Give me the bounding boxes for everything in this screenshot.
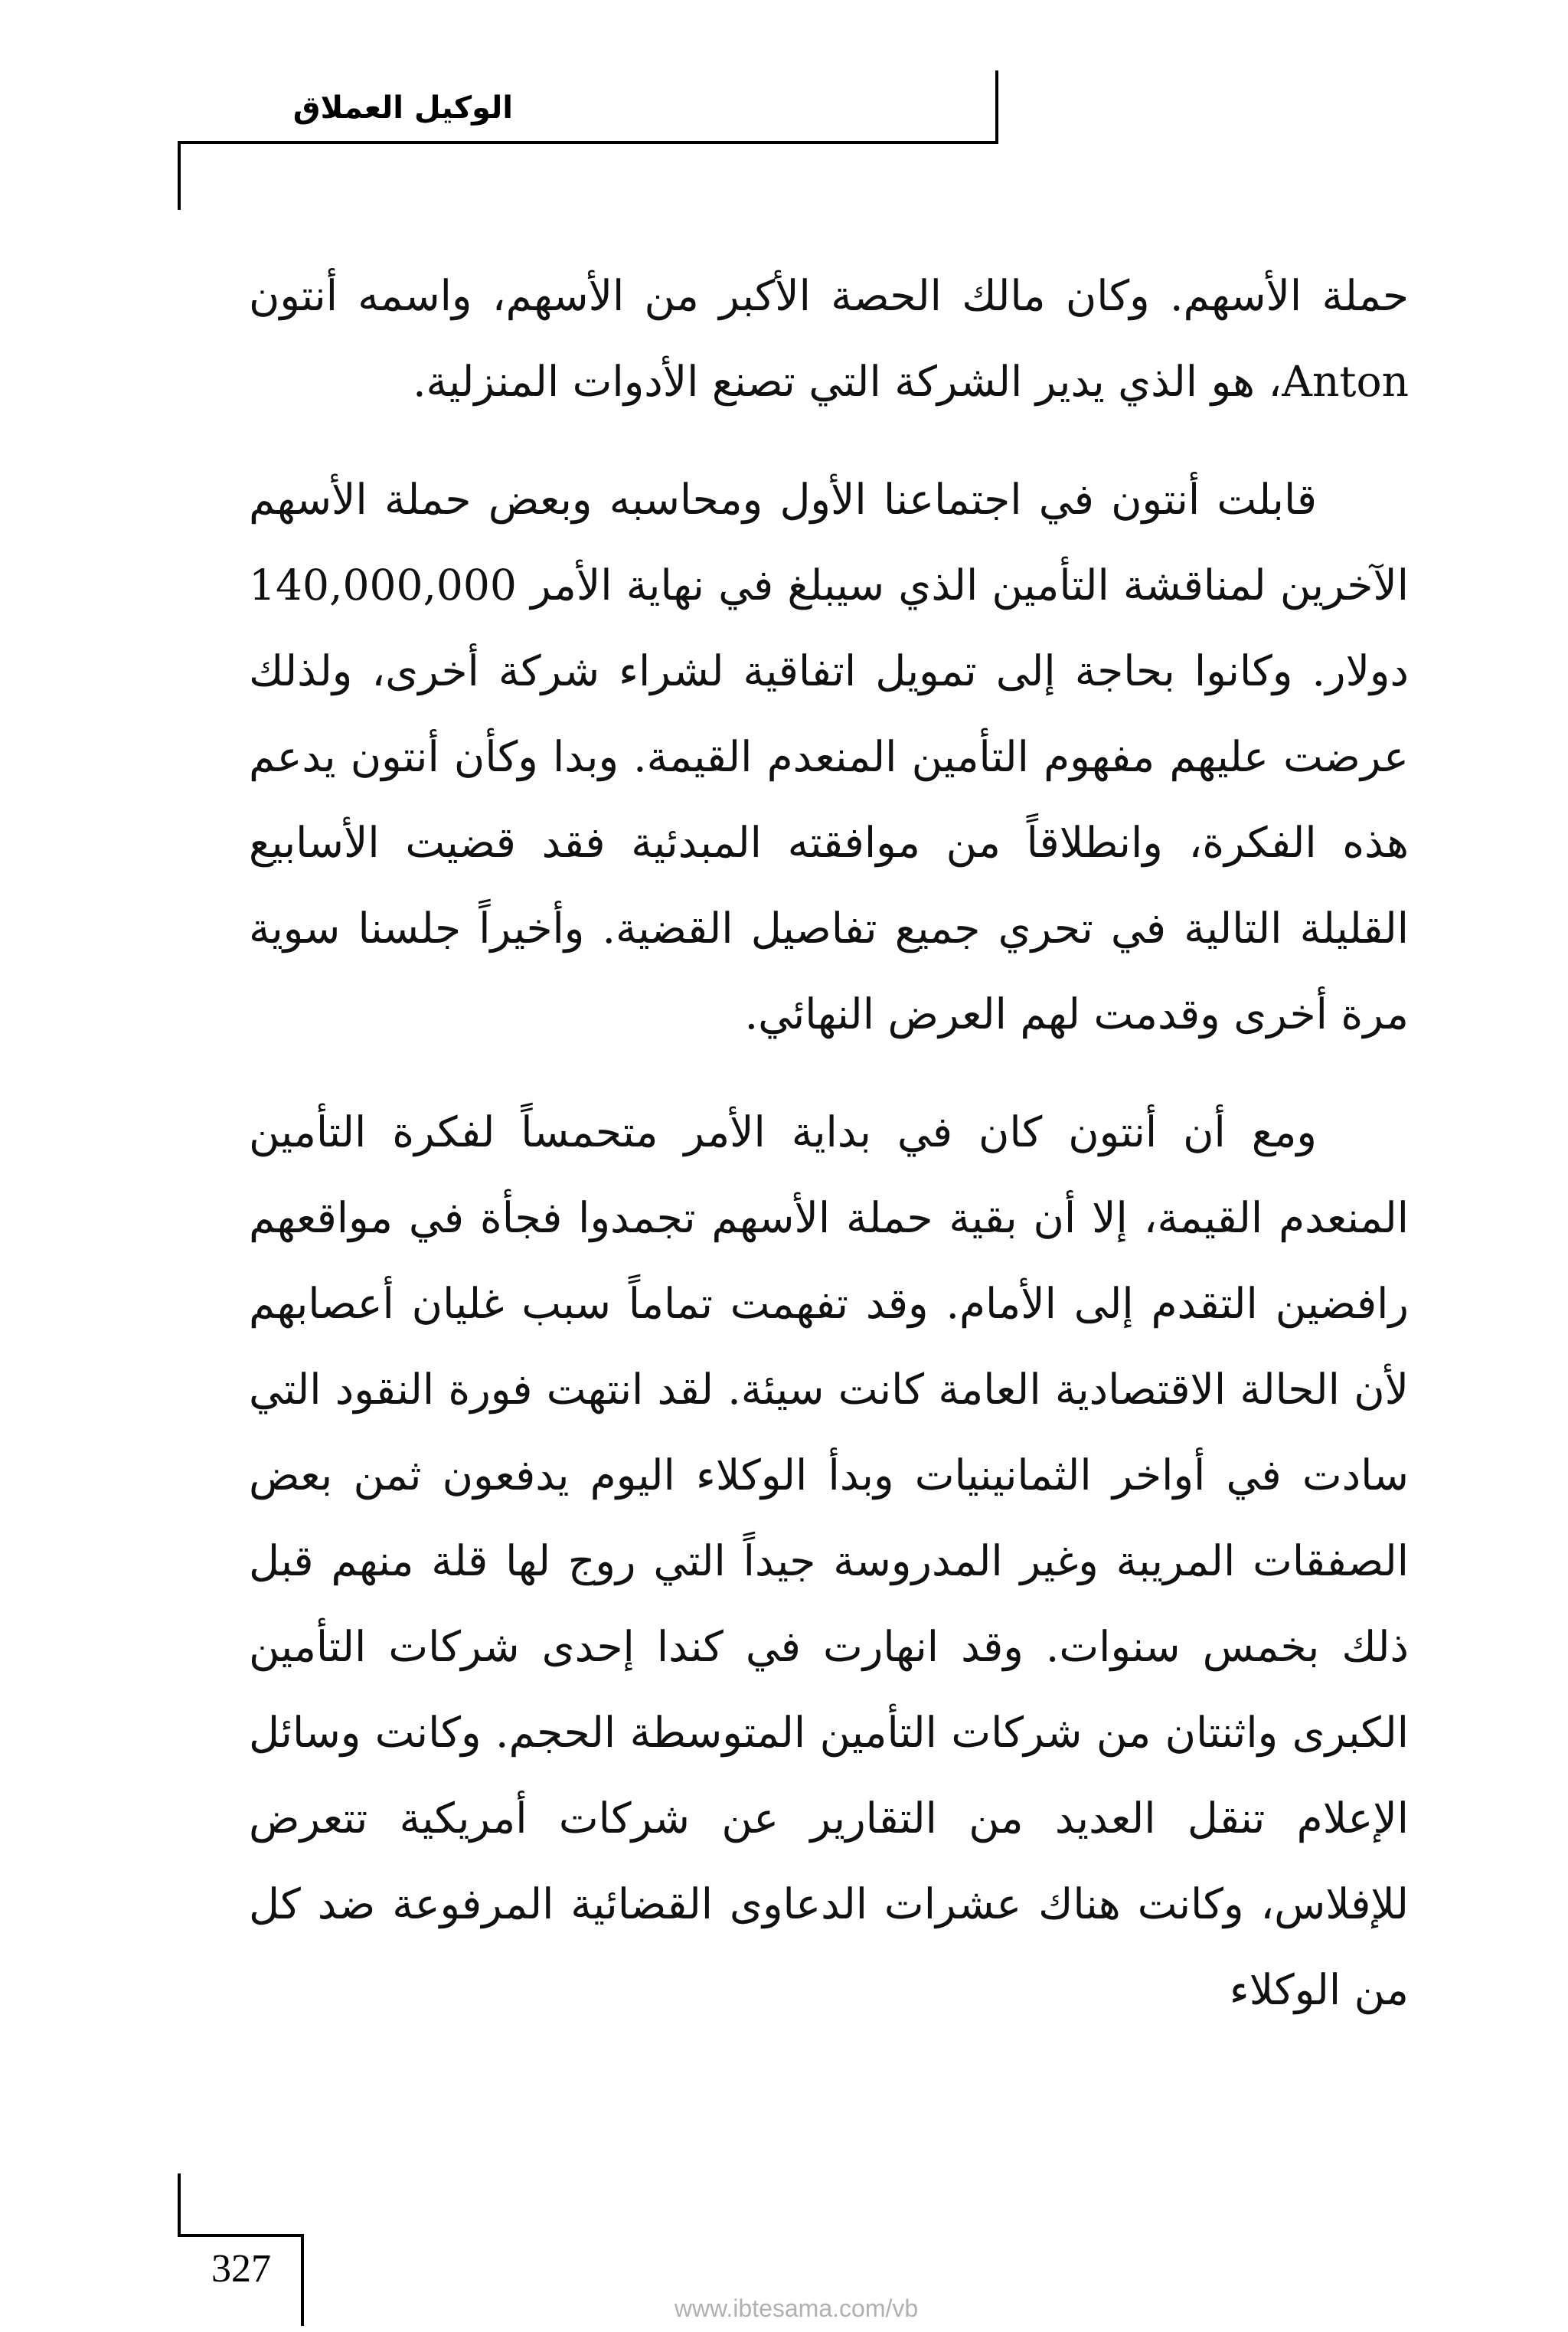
footer-rule-horizontal <box>178 2234 304 2237</box>
paragraph-2: قابلت أنتون في اجتماعنا الأول ومحاسبه وبعض حملة الأسهم الآخرين لمناقشة التأمين الذي سيبلغ في نهاية الأمر 140,000,000 دولار. وكانوا بحاجة إلى تمويل اتفاقية لشراء شركة أخرى، ولذلك عرضت عليهم مفهوم التأمين المنعدم القيمة. وبدا وكأن أنتون يدعم هذه الفكرة، وانطلاقاً من موافقته المبدئية فقد قضيت الأسابيع القليلة التالية في تحري جميع تفاصيل القضية. وأخيراً جلسنا سوية مرة أخرى وقدمت لهم العرض النهائي. <box>249 475 1409 1038</box>
page-body <box>249 253 1409 2033</box>
running-title: الوكيل العملاق <box>292 90 513 126</box>
watermark-url: www.ibtesama.com/vb <box>674 2294 919 2322</box>
paragraph-3: ومع أن أنتون كان في بداية الأمر متحمساً لفكرة التأمين المنعدم القيمة، إلا أن بقية حملة الأسهم تجمدوا فجأة في مواقعهم رافضين التقدم إلى الأمام. وقد تفهمت تماماً سبب غليان أعصابهم لأن الحالة الاقتصادية العامة كانت سيئة. لقد انتهت فورة النقود التي سادت في أواخر الثمانينيات وبدأ الوكلاء اليوم يدفعون ثمن بعض الصفقات المريبة وغير المدروسة جيداً التي روج لها قلة منهم قبل ذلك بخمس سنوات. وقد انهارت في كندا إحدى شركات التأمين الكبرى واثنتان من شركات التأمين المتوسطة الحجم. وكانت وسائل الإعلام تنقل العديد من التقارير عن شركات أمريكية تتعرض للإفلاس، وكانت هناك عشرات الدعاوى القضائية المرفوعة ضد كل من الوكلاء <box>249 1107 1409 2014</box>
footer-rule-vertical-left <box>178 2173 181 2236</box>
footer-rule-vertical-right <box>301 2234 304 2326</box>
paragraph-1: حملة الأسهم. وكان مالك الحصة الأكبر من الأسهم، واسمه أنتون Anton، هو الذي يدير الشركة التي تصنع الأدوات المنزلية. <box>249 271 1409 406</box>
header-rule-horizontal <box>178 141 998 144</box>
page-number: 327 <box>211 2247 271 2291</box>
header-rule-vertical-left <box>178 141 181 210</box>
header-rule-vertical-right <box>995 70 998 144</box>
